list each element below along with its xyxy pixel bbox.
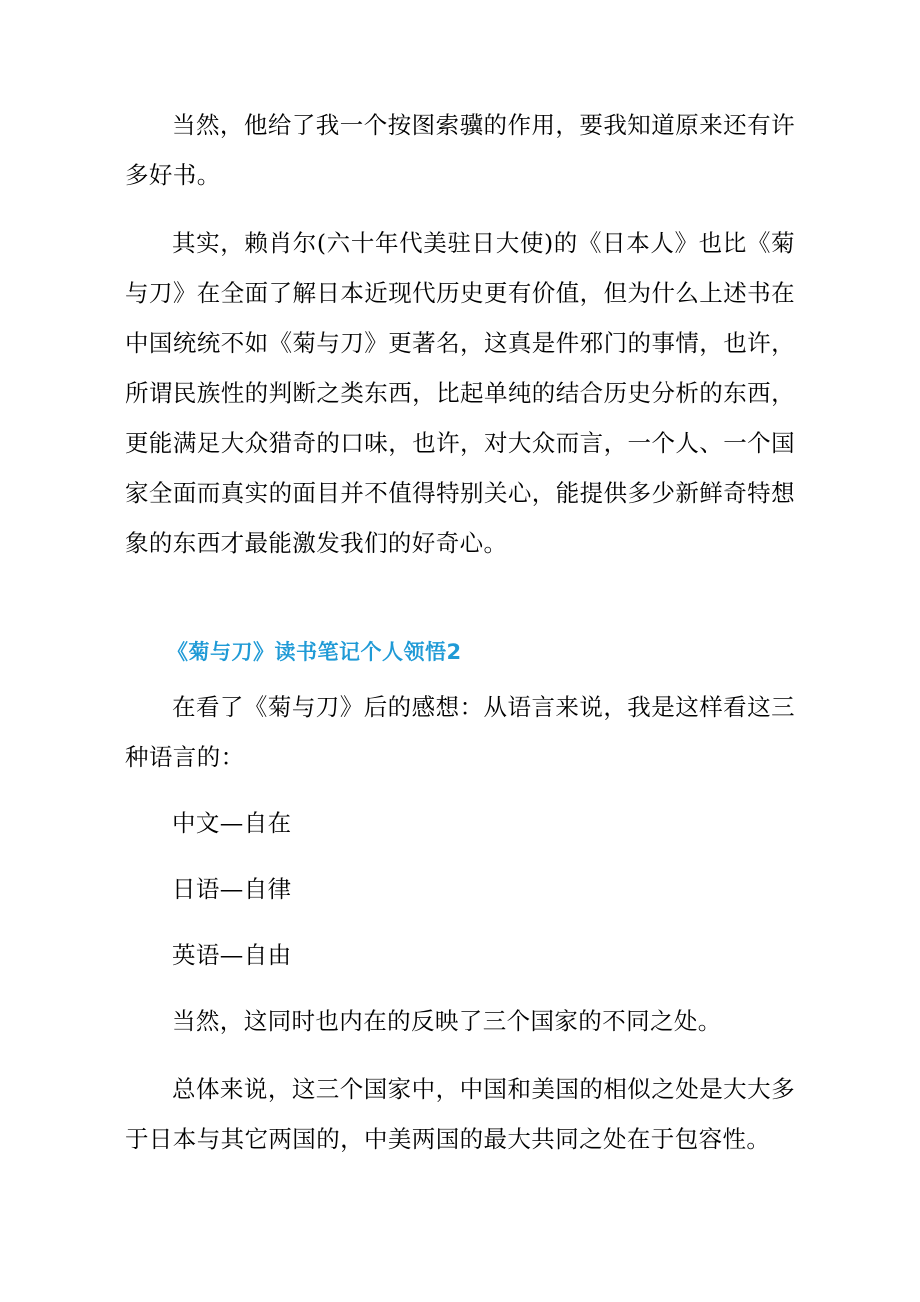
paragraph: 在看了《菊与刀》后的感想：从语言来说，我是这样看这三种语言的： <box>125 693 795 771</box>
section-spacer <box>125 568 795 630</box>
heading-spacer <box>125 674 795 682</box>
list-item: 日语—自律 <box>172 875 292 903</box>
list-spacer <box>125 782 795 790</box>
paragraph: 当然，这同时也内在的反映了三个国家的不同之处。 <box>172 1007 722 1035</box>
paragraph-spacer <box>125 988 795 996</box>
paragraph-spacer <box>125 1046 795 1064</box>
list-item: 英语—自由 <box>172 941 292 969</box>
paragraph-spacer <box>125 200 795 218</box>
paragraph: 当然，他给了我一个按图索骥的作用，要我知道原来还有许多好书。 <box>125 111 795 189</box>
document-body <box>125 100 795 1164</box>
section-heading: 《菊与刀》读书笔记个人领悟2 <box>167 640 462 664</box>
list-item: 中文—自在 <box>172 809 292 837</box>
paragraph: 其实，赖肖尔(六十年代美驻日大使)的《日本人》也比《菊与刀》在全面了解日本近现代历史更有价值，但为什么上述书在中国统统不如《菊与刀》更著名，这真是件邪门的事情，也许，所谓民族性的判断之类东西，比起单纯的结合历史分析的东西，更能满足大众猎奇的口味，也许，对大众而言，一个人、一个国家全面而真实的面目并不值得特别关心，能提供多少新鲜奇特想象的东西才最能激发我们的好奇心。 <box>125 229 795 557</box>
paragraph: 总体来说，这三个国家中，中国和美国的相似之处是大大多于日本与其它两国的，中美两国的最大共同之处在于包容性。 <box>125 1075 795 1153</box>
